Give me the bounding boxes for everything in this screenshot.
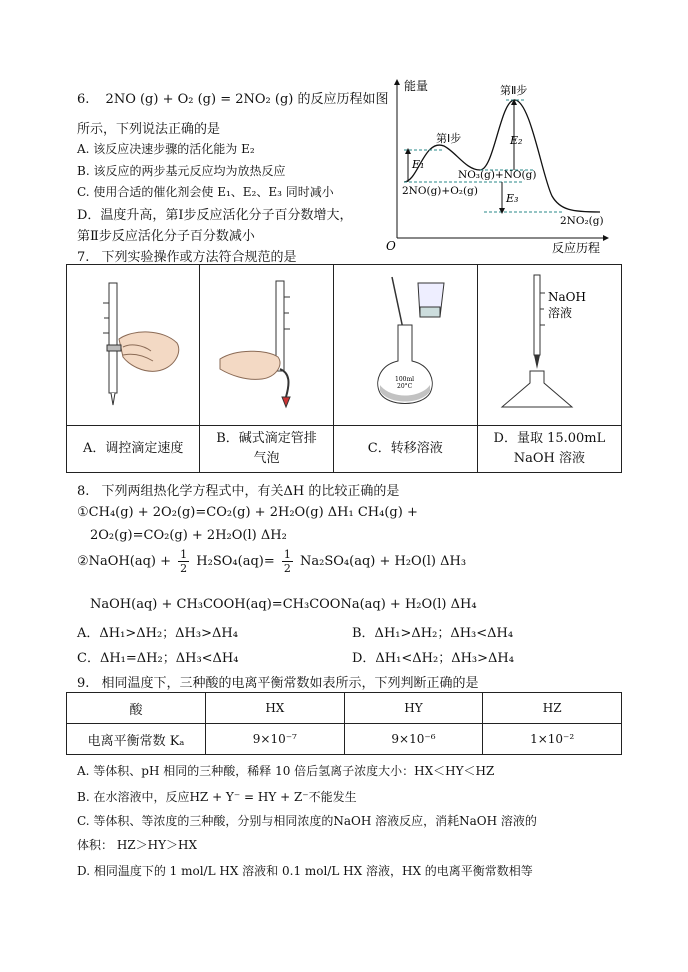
q8-option-c: C．ΔH₁=ΔH₂；ΔH₃<ΔH₄ <box>77 651 239 666</box>
reactants-label: 2NO(g)+O₂(g) <box>402 185 478 197</box>
q7-image-a <box>67 265 200 426</box>
q6-stem <box>77 88 389 107</box>
q9-option-d: D. 相同温度下的 1 mol/L HX 溶液和 0.1 mol/L HX 溶液，HX 的电离平衡常数相等 <box>77 864 533 878</box>
q9-table <box>66 692 622 755</box>
q8-option-b: B．ΔH₁>ΔH₂；ΔH₃<ΔH₄ <box>352 626 514 641</box>
q6-stem-line2: 所示，下列说法正确的是 <box>77 122 221 137</box>
q7-number: 7. <box>77 250 90 265</box>
q6-number: 6. <box>77 92 90 107</box>
q7-option-d: D．量取 15.00mL NaOH 溶液 <box>477 426 621 473</box>
e2-label: E₂ <box>510 134 523 147</box>
q8-option-a: A．ΔH₁>ΔH₂；ΔH₃>ΔH₄ <box>77 626 238 641</box>
q8-eq1-line1: ①CH₄(g) + 2O₂(g)=CO₂(g) + 2H₂O(g) ΔH₁ CH₄(g) + <box>77 505 418 520</box>
q9-option-a: A. 等体积、pH 相同的三种酸，稀释 10 倍后氢离子浓度大小：HX＜HY＜HZ <box>77 764 495 778</box>
q8-eq2-a: ②NaOH(aq) + <box>77 554 172 569</box>
ka-header-hz: HZ <box>483 693 622 724</box>
energy-diagram <box>384 78 624 256</box>
q8-number: 8. <box>77 484 90 499</box>
q6-option-b: B. 该反应的两步基元反应均为放热反应 <box>77 164 286 178</box>
q8-eq3: NaOH(aq) + CH₃COOH(aq)=CH₃COONa(aq) + H₂O(l) ΔH₄ <box>90 597 477 612</box>
q9-option-c: C. 等体积、等浓度的三种酸，分别与相同浓度的NaOH 溶液反应，消耗NaOH 溶液的 <box>77 814 537 828</box>
ka-value-hx: 9×10⁻⁷ <box>206 724 345 755</box>
ka-value-hy: 9×10⁻⁶ <box>344 724 483 755</box>
ka-value-hz: 1×10⁻² <box>483 724 622 755</box>
q8-fraction-2: $\frac{1}{2}$ <box>283 548 291 575</box>
q7-option-b: B．碱式滴定管排 气泡 <box>200 426 333 473</box>
naoh-label-2: 溶液 <box>548 306 573 320</box>
step2-label: 第Ⅱ步 <box>500 84 528 97</box>
step1-label: 第Ⅰ步 <box>436 132 462 145</box>
intermediate-label: NO₃(g)+NO(g) <box>458 169 537 181</box>
q8-eq2-c: Na₂SO₄(aq) + H₂O(l) ΔH₃ <box>300 554 467 569</box>
q8-stem <box>77 480 399 499</box>
q6-equation: 2NO (g) + O₂ (g) = 2NO₂ (g) <box>105 92 294 107</box>
ka-row-label: 电离平衡常数 Kₐ <box>67 724 206 755</box>
q6-option-c: C. 使用合适的催化剂会使 E₁、E₂、E₃ 同时减小 <box>77 185 334 199</box>
q9-option-c-cont: 体积： HZ＞HY＞HX <box>77 838 198 852</box>
flask-volume-text: 100ml <box>395 376 415 383</box>
q8-fraction-1: $\frac{1}{2}$ <box>180 548 188 575</box>
naoh-label-1: NaOH <box>548 290 587 304</box>
q7-option-c: C．转移溶液 <box>333 426 477 473</box>
base-burette-icon <box>206 273 326 413</box>
q9-option-b: B. 在水溶液中，反应HZ + Y⁻ = HY + Z⁻不能发生 <box>77 790 357 804</box>
q7-option-a: A．调控滴定速度 <box>67 426 200 473</box>
q8-eq2-b: H₂SO₄(aq)= <box>196 554 275 569</box>
q6-option-d-cont: 第Ⅱ步反应活化分子百分数减小 <box>77 229 255 244</box>
q9-stem-text: 相同温度下，三种酸的电离平衡常数如表所示，下列判断正确的是 <box>101 676 479 691</box>
q7-table <box>66 264 622 473</box>
q8-eq2 <box>77 548 466 584</box>
q7-stem <box>77 246 297 265</box>
naoh-burette-icon <box>484 273 614 413</box>
origin-label: O <box>386 239 396 253</box>
q6-option-a: A. 该反应决速步骤的活化能为 E₂ <box>77 142 255 156</box>
e3-label: E₃ <box>506 192 519 205</box>
ka-header-acid: 酸 <box>67 693 206 724</box>
q7-image-d <box>477 265 621 426</box>
x-axis-label: 反应历程 <box>552 241 601 255</box>
q7-stem-text: 下列实验操作或方法符合规范的是 <box>101 250 297 265</box>
q8-stem-text: 下列两组热化学方程式中，有关ΔH 的比较正确的是 <box>101 484 400 499</box>
q8-eq1-line2: 2O₂(g)=CO₂(g) + 2H₂O(l) ΔH₂ <box>90 528 287 543</box>
y-axis-label: 能量 <box>404 79 429 93</box>
q9-number: 9. <box>77 676 90 691</box>
volumetric-flask-icon <box>340 273 470 413</box>
ka-header-hy: HY <box>344 693 483 724</box>
q7-image-c <box>333 265 477 426</box>
q8-option-d: D．ΔH₁<ΔH₂；ΔH₃>ΔH₄ <box>352 651 514 666</box>
flask-temp-text: 20°C <box>397 383 413 390</box>
burette-hand-icon <box>73 273 193 413</box>
ka-header-hx: HX <box>206 693 345 724</box>
q6-option-d: D．温度升高，第Ⅰ步反应活化分子百分数增大， <box>77 208 353 223</box>
product-label: 2NO₂(g) <box>560 215 604 227</box>
q9-stem <box>77 672 479 691</box>
q6-stem-tail: 的反应历程如图 <box>297 92 389 107</box>
q7-image-b <box>200 265 333 426</box>
e1-label: E₁ <box>412 158 425 171</box>
